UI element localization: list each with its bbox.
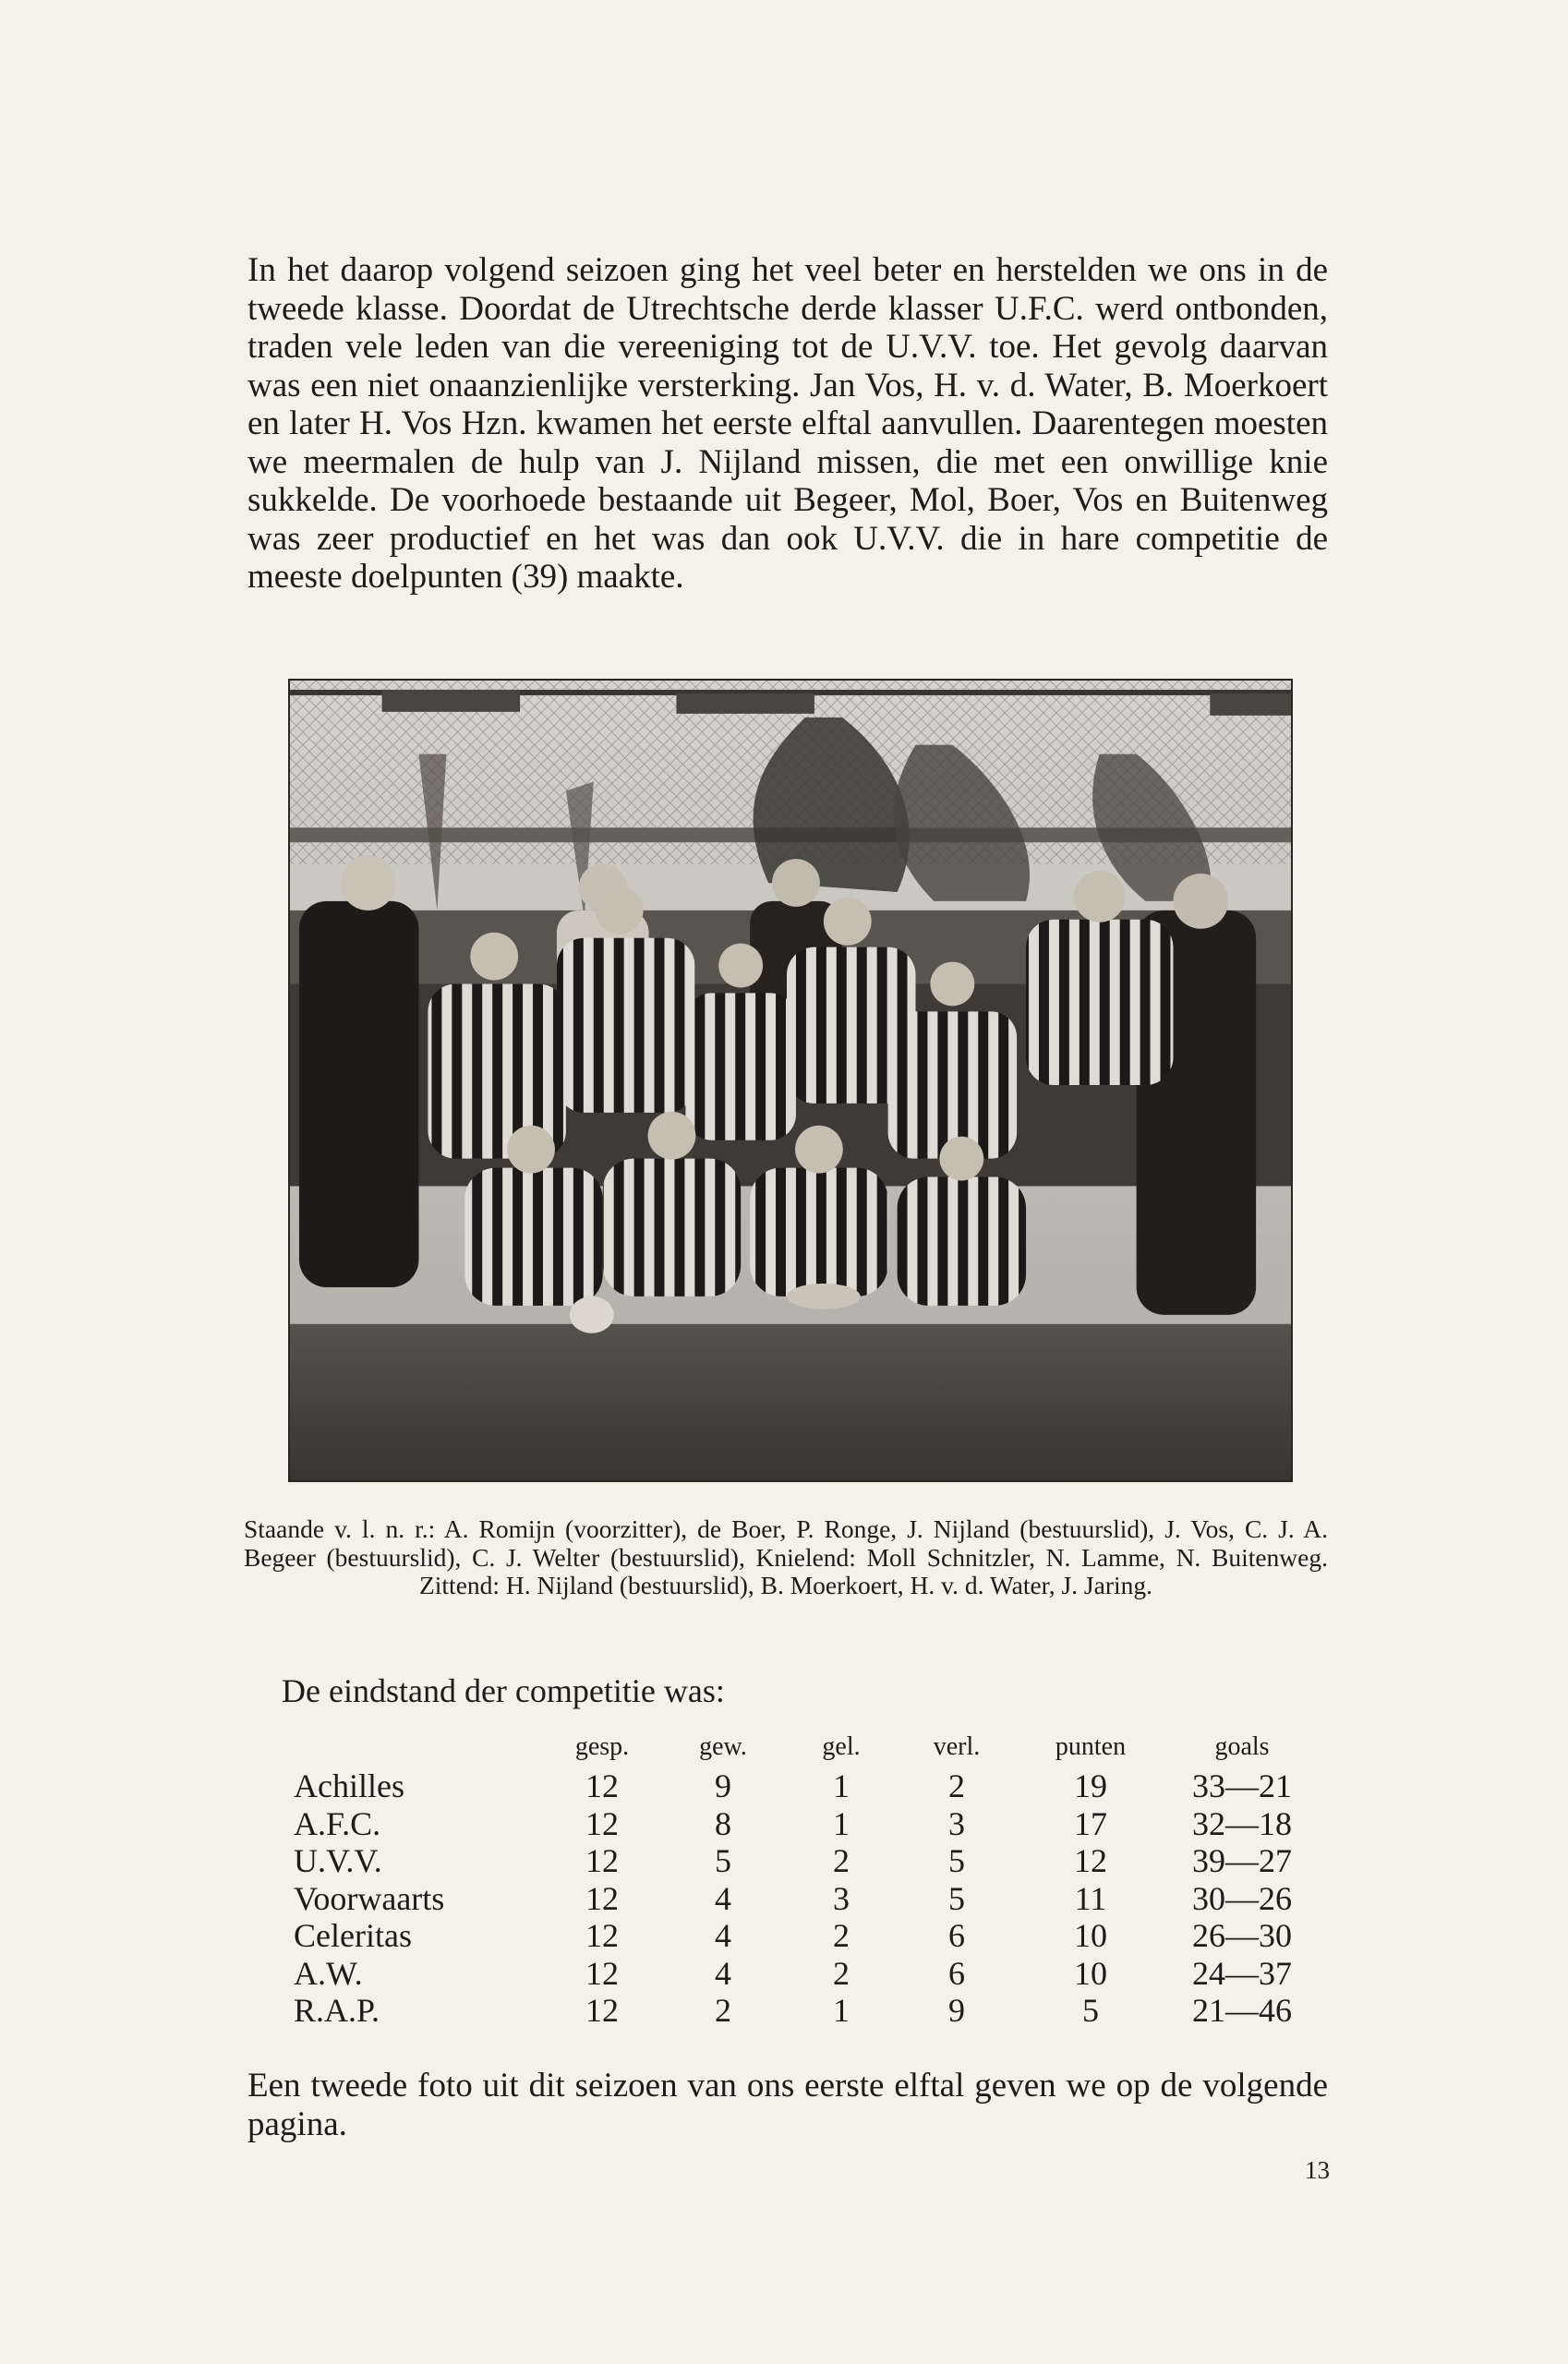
header-gesp: gesp. — [574, 1732, 630, 1761]
points: 17 — [1074, 1804, 1107, 1842]
standings-table — [294, 1729, 1324, 2030]
header-gel: gel. — [822, 1732, 861, 1761]
team-photo-image — [290, 681, 1291, 1480]
games-played: 12 — [585, 1992, 619, 2029]
team-name: A.W. — [294, 1954, 363, 1992]
games-played: 12 — [585, 1954, 619, 1992]
points: 5 — [1082, 1992, 1099, 2029]
page-number: 13 — [1305, 2156, 1330, 2184]
games-played: 12 — [585, 1842, 619, 1879]
table-row — [294, 1805, 1324, 1843]
header-team — [294, 1729, 549, 1767]
team-name: R.A.P. — [294, 1992, 380, 2029]
team-photo — [288, 679, 1293, 1482]
team-name: A.F.C. — [294, 1804, 381, 1842]
games-won: 4 — [715, 1954, 731, 1992]
games-won: 4 — [715, 1917, 731, 1954]
goals: 26—30 — [1192, 1917, 1292, 1954]
games-drawn: 1 — [833, 1992, 850, 2029]
games-played: 12 — [585, 1879, 619, 1917]
goals: 32—18 — [1192, 1804, 1292, 1842]
points: 10 — [1074, 1954, 1107, 1992]
team-name: U.V.V. — [294, 1842, 382, 1879]
games-won: 4 — [715, 1879, 731, 1917]
table-row — [294, 1992, 1324, 2030]
table-row — [294, 1955, 1324, 1993]
games-lost: 6 — [948, 1917, 965, 1954]
table-row — [294, 1842, 1324, 1880]
games-played: 12 — [585, 1917, 619, 1954]
games-lost: 5 — [948, 1879, 965, 1917]
team-name: Voorwaarts — [294, 1879, 445, 1917]
points: 12 — [1074, 1842, 1107, 1879]
games-lost: 6 — [948, 1954, 965, 1992]
closing-paragraph: Een tweede foto uit dit seizoen van ons eerste elftal geven we op de volgende pagina. — [247, 2067, 1328, 2143]
games-drawn: 1 — [833, 1767, 850, 1804]
photo-caption: Staande v. l. n. r.: A. Romijn (voorzitter), de Boer, P. Ronge, J. Nijland (bestuurslid), J. Vos, C. J. A. Begeer (bestuurslid), C. J. Welter (bestuurslid), Knielend: Moll Schnitzler, N. Lamme, N. Buitenweg. Zittend: H. Nijland (bestuurslid), B. Moerkoert, H. v. d. Water, J. Jaring. — [244, 1514, 1328, 1599]
intro-paragraph: In het daarop volgend seizoen ging het veel beter en herstelden we ons in de tweede klasse. Doordat de Utrechtsche derde klasser U.F.C. werd ontbonden, traden vele leden van die vereeniging tot de U.V.V. toe. Het gevolg daarvan was een niet onaanzienlijke versterking. Jan Vos, H. v. d. Water, B. Moerkoert en later H. Vos Hzn. kwamen het eerste elftal aanvullen. Daarentegen moesten we meermalen de hulp van J. Nijland missen, die met een onwillige knie sukkelde. De voorhoede bestaande uit Begeer, Mol, Boer, Vos en Buitenweg was zeer productief en het was dan ook U.V.V. die in hare competitie de meeste doelpunten (39) maakte. — [247, 251, 1328, 596]
games-played: 12 — [585, 1804, 619, 1842]
games-lost: 2 — [948, 1767, 965, 1804]
goals: 39—27 — [1192, 1842, 1292, 1879]
games-drawn: 3 — [833, 1879, 850, 1917]
games-lost: 5 — [948, 1842, 965, 1879]
header-verl: verl. — [933, 1732, 981, 1761]
games-played: 12 — [585, 1767, 619, 1804]
header-goals: goals — [1214, 1732, 1270, 1761]
header-gew: gew. — [699, 1732, 747, 1761]
standings-lead: De eindstand der competitie was: — [282, 1672, 725, 1709]
goals: 33—21 — [1192, 1767, 1292, 1804]
team-name: Achilles — [294, 1767, 404, 1804]
goals: 21—46 — [1192, 1992, 1292, 2029]
points: 11 — [1074, 1879, 1107, 1917]
games-drawn: 2 — [833, 1954, 850, 1992]
points: 19 — [1074, 1767, 1107, 1804]
games-won: 5 — [715, 1842, 731, 1879]
table-row — [294, 1917, 1324, 1955]
games-drawn: 2 — [833, 1842, 850, 1879]
team-name: Celeritas — [294, 1917, 412, 1954]
games-lost: 9 — [948, 1992, 965, 2029]
games-drawn: 1 — [833, 1804, 850, 1842]
games-won: 8 — [715, 1804, 731, 1842]
header-punten: punten — [1055, 1732, 1127, 1761]
goals: 30—26 — [1192, 1879, 1292, 1917]
games-drawn: 2 — [833, 1917, 850, 1954]
games-won: 2 — [715, 1992, 731, 2029]
standings-header-row — [294, 1729, 1324, 1767]
goals: 24—37 — [1192, 1954, 1292, 1992]
table-row — [294, 1767, 1324, 1805]
games-lost: 3 — [948, 1804, 965, 1842]
points: 10 — [1074, 1917, 1107, 1954]
games-won: 9 — [715, 1767, 731, 1804]
table-row — [294, 1880, 1324, 1918]
